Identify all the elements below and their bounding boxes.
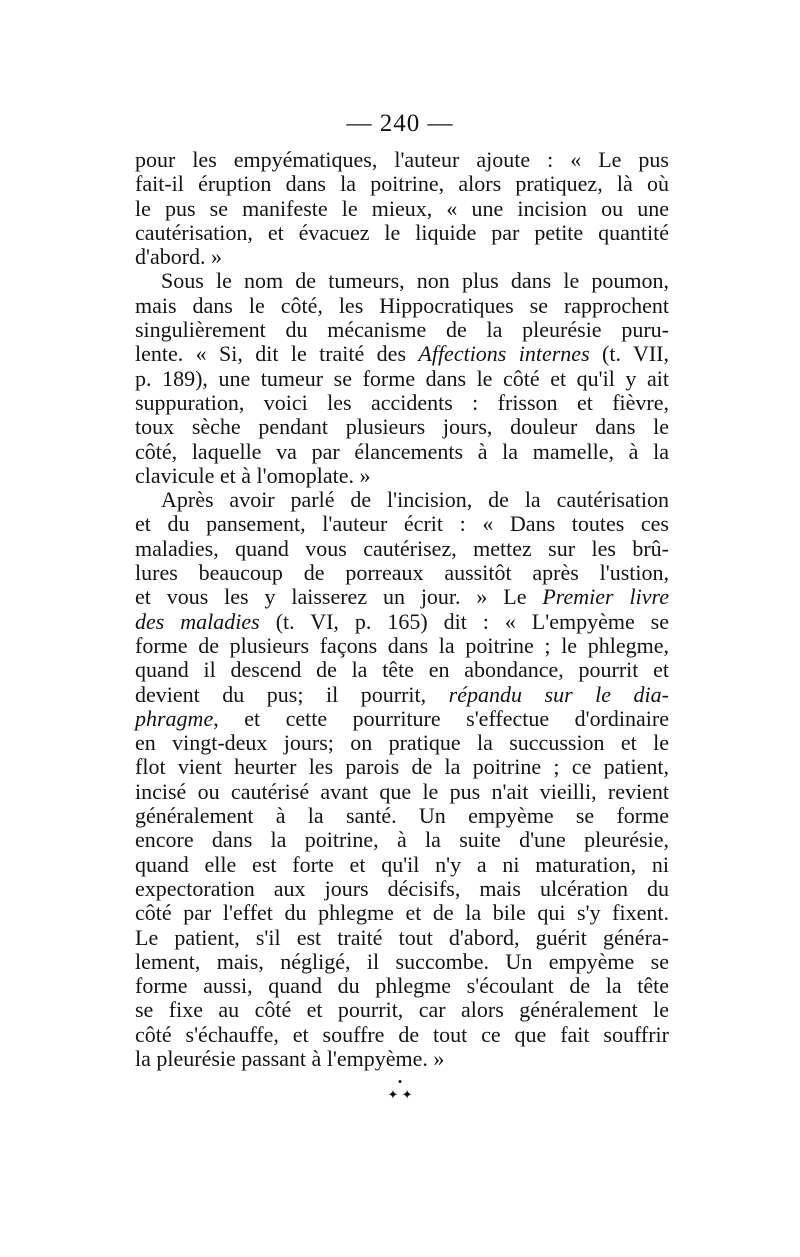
text-run: et vous les y laisserez un jour. » Le	[135, 584, 543, 610]
text-line: lement, mais, négligé, il succombe. Un empyème se	[135, 948, 669, 974]
text-run: (t. VII,	[589, 341, 669, 367]
italic-title: répandu sur le dia-	[448, 681, 669, 707]
text-line: encore dans la poitrine, à la suite d'une pleurésie,	[135, 827, 669, 853]
text-line	[135, 610, 669, 634]
body-text	[135, 148, 669, 1071]
text-line: p. 189), une tumeur se forme dans le côté et qu'il y ait	[135, 365, 669, 391]
text-line: d'abord. »	[135, 244, 223, 270]
text-line: clavicule et à l'omoplate. »	[135, 462, 371, 488]
text-line: et du pansement, l'auteur écrit : « Dans toutes ces	[135, 511, 669, 537]
text-line: cautérisation, et évacuez le liquide par petite quantité	[135, 219, 669, 245]
text-line: généralement à la santé. Un empyème se forme	[135, 803, 669, 829]
text-line: quand elle est forte et qu'il n'y a ni maturation, ni	[135, 851, 669, 877]
text-line: singulièrement du mécanisme de la pleurésie puru-	[135, 317, 669, 343]
italic-title: phragme	[135, 705, 214, 731]
text-line: Après avoir parlé de l'incision, de la cautérisation	[161, 487, 669, 513]
text-line: lures beaucoup de porreaux aussitôt après l'ustion,	[135, 560, 669, 586]
text-line: toux sèche pendant plusieurs jours, douleur dans le	[135, 414, 669, 440]
text-line: mais dans le côté, les Hippocratiques se rapprochent	[135, 292, 669, 318]
text-line: côté par l'effet du phlegme et de la bile qui s'y fixent.	[135, 900, 669, 926]
text-run: , et cette pourriture s'effectue d'ordinaire	[213, 705, 669, 731]
text-line	[135, 683, 669, 707]
page-number: — 240 —	[346, 110, 454, 137]
italic-title: Premier livre	[542, 584, 669, 610]
ornament-top: •	[397, 1074, 403, 1089]
text-line: incisé ou cautérisé avant que le pus n'ait vieilli, revient	[135, 778, 669, 804]
ornament-bottom: ✦ ✦	[387, 1087, 413, 1102]
text-line: expectoration aux jours décisifs, mais ulcération du	[135, 875, 669, 901]
text-run: lente. « Si, dit le traité des	[135, 341, 419, 367]
text-run: devient du pus; il pourrit,	[135, 681, 449, 707]
italic-title: Affections internes	[418, 341, 590, 367]
text-line: en vingt-deux jours; on pratique la succussion et le	[135, 730, 669, 756]
text-line: côté, laquelle va par élancements à la mamelle, à la	[135, 438, 669, 464]
text-line: Sous le nom de tumeurs, non plus dans le poumon,	[161, 268, 669, 294]
italic-title: des maladies	[135, 608, 260, 634]
text-line: quand il descend de la tête en abondance, pourrit et	[135, 657, 669, 683]
text-run: (t. VI, p. 165) dit : « L'empyème se	[259, 608, 670, 634]
text-line	[135, 585, 669, 609]
text-line	[135, 707, 669, 731]
text-line	[135, 342, 669, 366]
text-line: le pus se manifeste le mieux, « une incision ou une	[135, 195, 669, 221]
text-line: flot vient heurter les parois de la poitrine ; ce patient,	[135, 754, 669, 780]
text-line: Le patient, s'il est traité tout d'abord, guérit généra-	[135, 924, 669, 950]
text-line: forme de plusieurs façons dans la poitrine ; le phlegme,	[135, 632, 669, 658]
text-line: forme aussi, quand du phlegme s'écoulant de la tête	[135, 973, 669, 999]
text-line: côté s'échauffe, et souffre de tout ce que fait souffrir	[135, 1021, 669, 1047]
text-line: fait-il éruption dans la poitrine, alors pratiquez, là où	[135, 171, 669, 197]
text-line: suppuration, voici les accidents : frisson et fièvre,	[135, 389, 669, 415]
text-line: maladies, quand vous cautérisez, mettez sur les brû-	[135, 535, 669, 561]
section-ornament	[382, 1075, 418, 1101]
text-line: pour les empyématiques, l'auteur ajoute : « Le pus	[135, 147, 669, 172]
text-line: la pleurésie passant à l'empyème. »	[135, 1045, 445, 1071]
text-line: se fixe au côté et pourrit, car alors généralement le	[135, 997, 669, 1023]
